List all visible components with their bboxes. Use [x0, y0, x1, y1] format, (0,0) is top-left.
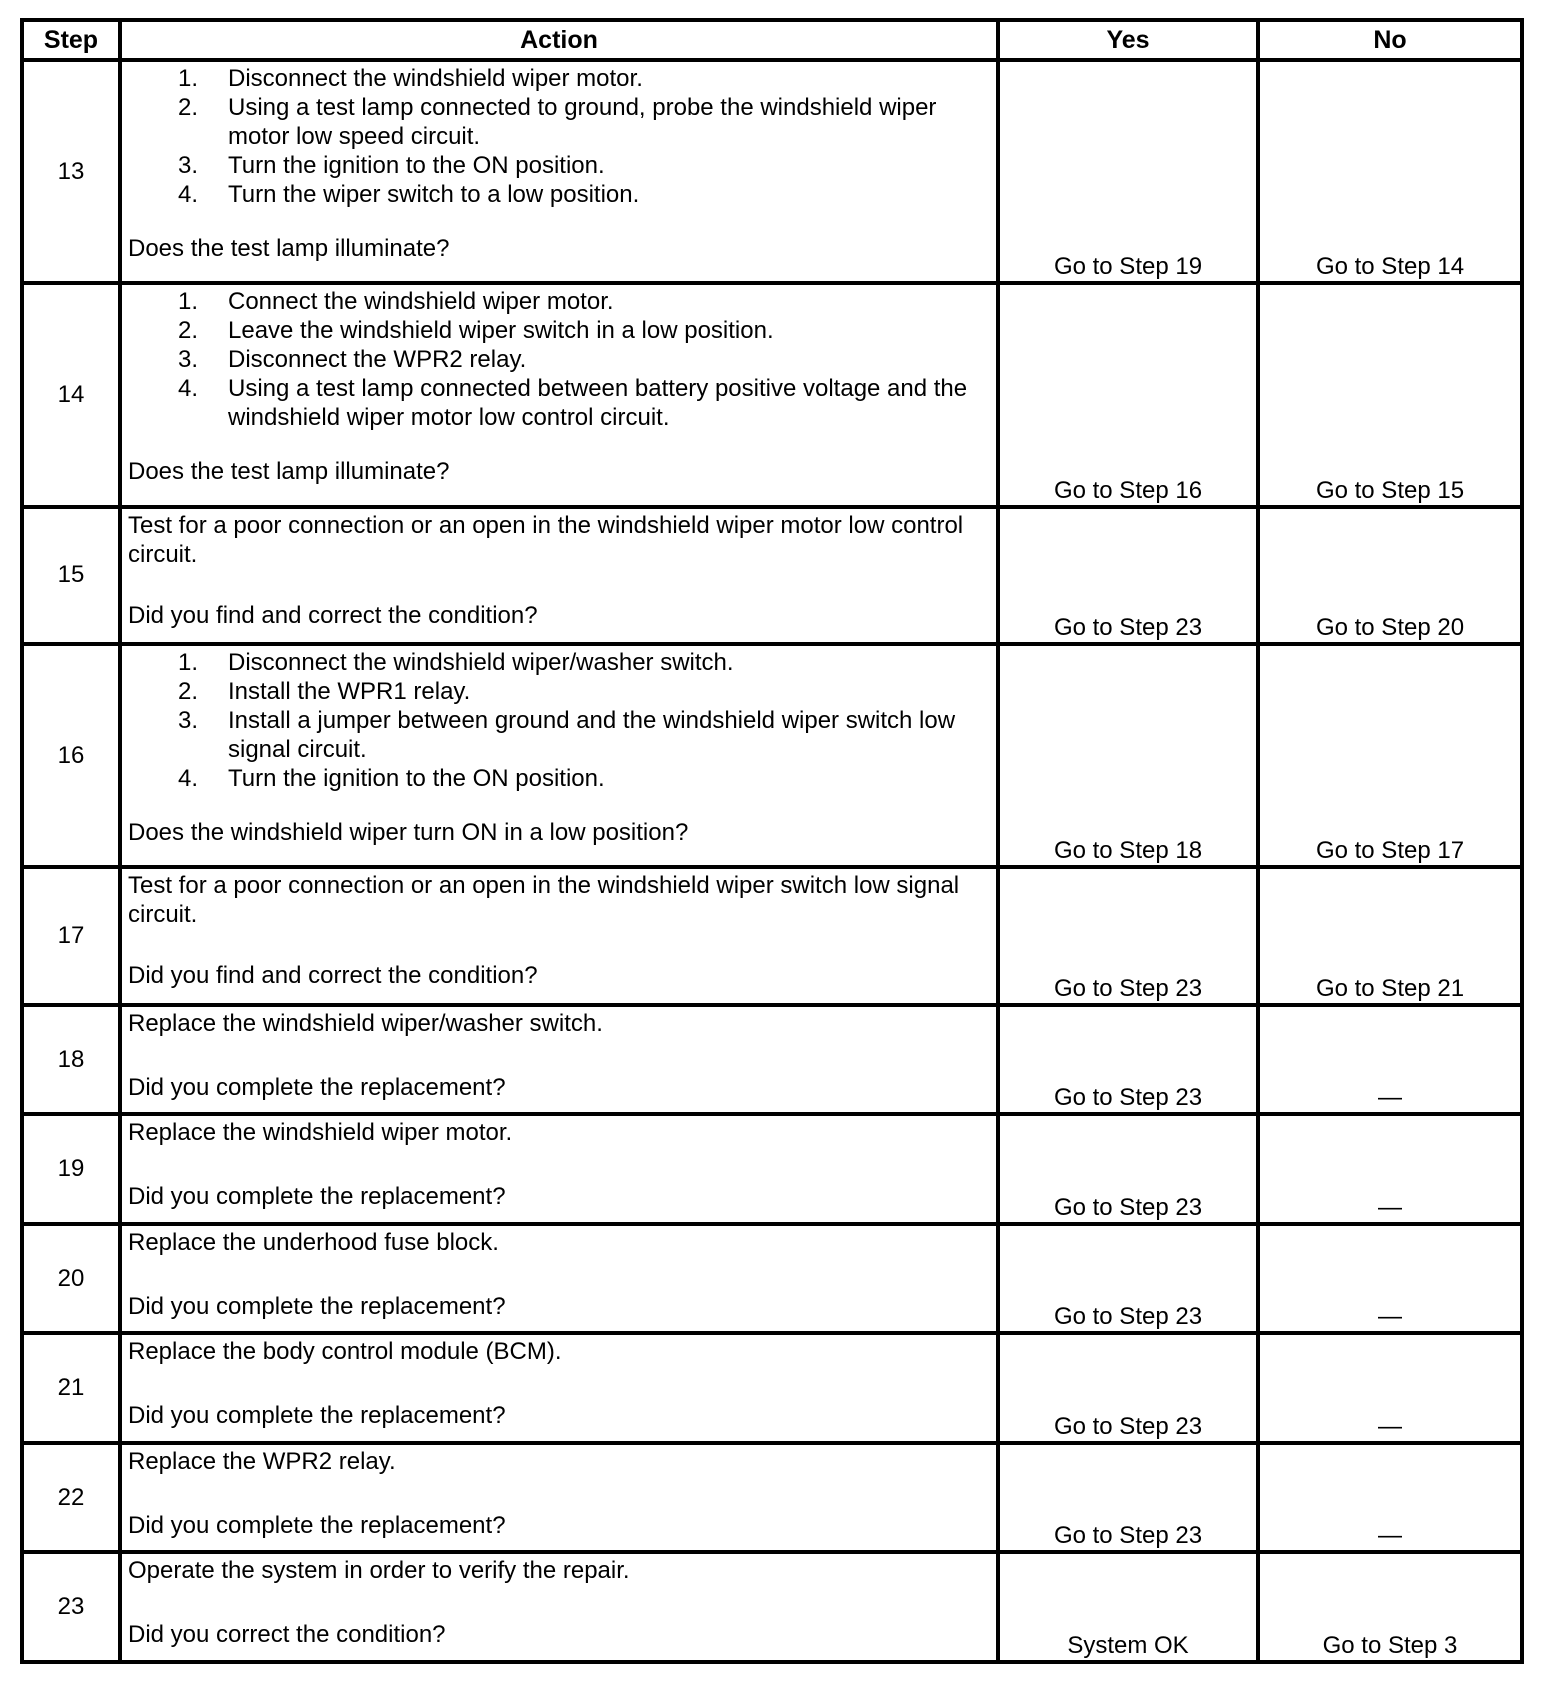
- instruction-item: [128, 151, 990, 180]
- table-row: [22, 507, 1522, 644]
- instruction-text: Disconnect the WPR2 relay.: [228, 346, 527, 374]
- step-number: 14: [22, 283, 120, 506]
- yes-result: Go to Step 18: [998, 644, 1258, 867]
- action-content: [122, 509, 996, 633]
- table-row: [22, 1333, 1522, 1443]
- no-result: Go to Step 15: [1258, 283, 1522, 506]
- no-result: —: [1258, 1114, 1522, 1224]
- table-row: [22, 60, 1522, 283]
- table-row: [22, 1005, 1522, 1115]
- table-row: [22, 644, 1522, 867]
- instruction-item: [128, 93, 990, 151]
- table-row: [22, 1552, 1522, 1662]
- action-content: [122, 285, 996, 489]
- instruction-list: [128, 287, 990, 432]
- header-yes: Yes: [998, 20, 1258, 60]
- action-content: [122, 1007, 996, 1105]
- action-instructions: [128, 287, 990, 432]
- yes-result: Go to Step 16: [998, 283, 1258, 506]
- yes-result: Go to Step 23: [998, 1005, 1258, 1115]
- instruction-text: Connect the windshield wiper motor.: [228, 288, 614, 316]
- action-question: Did you find and correct the condition?: [128, 962, 538, 990]
- step-number: 23: [22, 1552, 120, 1662]
- action-instructions: [128, 1447, 990, 1476]
- header-no: No: [1258, 20, 1522, 60]
- action-instructions: [128, 648, 990, 793]
- action-instructions: [128, 1009, 990, 1038]
- instruction-text: Using a test lamp connected between battery positive voltage and the windshield wiper motor low control circuit.: [228, 375, 968, 432]
- table-row: [22, 1443, 1522, 1553]
- instruction-number: 3.: [177, 152, 198, 179]
- instruction-item: [128, 64, 990, 93]
- action-cell: [120, 60, 998, 283]
- yes-result: Go to Step 23: [998, 867, 1258, 1004]
- table-row: [22, 1224, 1522, 1334]
- yes-result: Go to Step 23: [998, 1333, 1258, 1443]
- yes-result: Go to Step 23: [998, 1224, 1258, 1334]
- action-cell: [120, 867, 998, 1004]
- instruction-item: [128, 677, 990, 706]
- step-number: 21: [22, 1333, 120, 1443]
- action-text: Replace the WPR2 relay.: [128, 1447, 396, 1475]
- header-row: [22, 20, 1522, 60]
- no-result: —: [1258, 1333, 1522, 1443]
- diagnostic-table: [20, 18, 1524, 1664]
- yes-result: Go to Step 23: [998, 507, 1258, 644]
- action-text: Replace the underhood fuse block.: [128, 1228, 499, 1256]
- no-result: —: [1258, 1005, 1522, 1115]
- instruction-number: 2.: [177, 678, 198, 706]
- table-row: [22, 283, 1522, 506]
- instruction-number: 2.: [177, 317, 198, 345]
- instruction-number: 3.: [177, 346, 198, 374]
- action-instructions: [128, 511, 990, 569]
- instruction-text: Disconnect the windshield wiper/washer switch.: [228, 649, 734, 677]
- instruction-text: Turn the ignition to the ON position.: [228, 152, 605, 179]
- action-instructions: [128, 1556, 990, 1585]
- action-text: Test for a poor connection or an open in the windshield wiper switch low signal circuit.: [128, 872, 960, 929]
- instruction-number: 1.: [177, 65, 198, 92]
- action-question: Does the test lamp illuminate?: [128, 458, 450, 486]
- action-instructions: [128, 1118, 990, 1147]
- table-body: [22, 60, 1522, 1662]
- action-question: Did you complete the replacement?: [128, 1073, 506, 1101]
- action-question: Did you find and correct the condition?: [128, 601, 538, 629]
- step-number: 15: [22, 507, 120, 644]
- action-instructions: [128, 1337, 990, 1366]
- action-text: Replace the body control module (BCM).: [128, 1338, 562, 1366]
- action-question: Did you complete the replacement?: [128, 1402, 506, 1430]
- action-content: [122, 62, 996, 266]
- instruction-item: [128, 287, 990, 316]
- instruction-list: [128, 648, 990, 793]
- action-cell: [120, 1443, 998, 1553]
- action-cell: [120, 1224, 998, 1334]
- no-result: Go to Step 20: [1258, 507, 1522, 644]
- action-text: Operate the system in order to verify the repair.: [128, 1557, 630, 1585]
- action-cell: [120, 1005, 998, 1115]
- action-content: [122, 1116, 996, 1214]
- no-result: Go to Step 14: [1258, 60, 1522, 283]
- instruction-item: [128, 316, 990, 345]
- instruction-number: 3.: [177, 707, 198, 735]
- instruction-text: Disconnect the windshield wiper motor.: [228, 65, 643, 92]
- action-content: [122, 1445, 996, 1543]
- no-result: —: [1258, 1224, 1522, 1334]
- instruction-text: Turn the ignition to the ON position.: [228, 765, 605, 793]
- action-text: Test for a poor connection or an open in the windshield wiper motor low control circuit.: [128, 511, 964, 568]
- action-question: Did you complete the replacement?: [128, 1292, 506, 1320]
- action-instructions: [128, 1228, 990, 1257]
- action-question: Does the windshield wiper turn ON in a low position?: [128, 819, 689, 847]
- instruction-item: [128, 764, 990, 793]
- action-question: Did you complete the replacement?: [128, 1511, 506, 1539]
- action-cell: [120, 507, 998, 644]
- no-result: Go to Step 3: [1258, 1552, 1522, 1662]
- step-number: 17: [22, 867, 120, 1004]
- action-instructions: [128, 871, 990, 929]
- instruction-text: Install the WPR1 relay.: [228, 678, 471, 706]
- yes-result: Go to Step 19: [998, 60, 1258, 283]
- instruction-number: 4.: [177, 375, 198, 403]
- step-number: 18: [22, 1005, 120, 1115]
- instruction-number: 2.: [177, 94, 198, 121]
- action-text: Replace the windshield wiper motor.: [128, 1119, 513, 1147]
- instruction-item: [128, 345, 990, 374]
- action-content: [122, 1226, 996, 1324]
- table-row: [22, 1114, 1522, 1224]
- instruction-item: [128, 374, 990, 432]
- no-result: Go to Step 21: [1258, 867, 1522, 1004]
- step-number: 19: [22, 1114, 120, 1224]
- action-question: Does the test lamp illuminate?: [128, 235, 450, 262]
- action-instructions: [128, 64, 990, 209]
- instruction-item: [128, 706, 990, 764]
- instruction-number: 4.: [177, 181, 198, 208]
- instruction-list: [128, 64, 990, 209]
- step-number: 16: [22, 644, 120, 867]
- action-text: Replace the windshield wiper/washer switch.: [128, 1009, 603, 1037]
- action-cell: [120, 1333, 998, 1443]
- action-cell: [120, 644, 998, 867]
- action-question: Did you correct the condition?: [128, 1621, 446, 1649]
- yes-result: System OK: [998, 1552, 1258, 1662]
- yes-result: Go to Step 23: [998, 1443, 1258, 1553]
- action-question: Did you complete the replacement?: [128, 1183, 506, 1211]
- action-content: [122, 1554, 996, 1652]
- action-cell: [120, 1552, 998, 1662]
- instruction-number: 4.: [177, 765, 198, 793]
- action-cell: [120, 283, 998, 506]
- action-content: [122, 869, 996, 993]
- instruction-text: Leave the windshield wiper switch in a low position.: [228, 317, 774, 345]
- step-number: 20: [22, 1224, 120, 1334]
- instruction-text: Install a jumper between ground and the windshield wiper switch low signal circuit.: [228, 707, 956, 764]
- no-result: Go to Step 17: [1258, 644, 1522, 867]
- table-row: [22, 867, 1522, 1004]
- header-step: Step: [22, 20, 120, 60]
- yes-result: Go to Step 23: [998, 1114, 1258, 1224]
- action-cell: [120, 1114, 998, 1224]
- instruction-number: 1.: [177, 649, 198, 677]
- instruction-item: [128, 648, 990, 677]
- action-content: [122, 1335, 996, 1433]
- instruction-item: [128, 180, 990, 209]
- instruction-text: Turn the wiper switch to a low position.: [228, 181, 640, 208]
- header-action: Action: [120, 20, 998, 60]
- instruction-text: Using a test lamp connected to ground, probe the windshield wiper motor low speed circuit.: [228, 94, 937, 150]
- no-result: —: [1258, 1443, 1522, 1553]
- step-number: 13: [22, 60, 120, 283]
- instruction-number: 1.: [177, 288, 198, 316]
- action-content: [122, 646, 996, 850]
- step-number: 22: [22, 1443, 120, 1553]
